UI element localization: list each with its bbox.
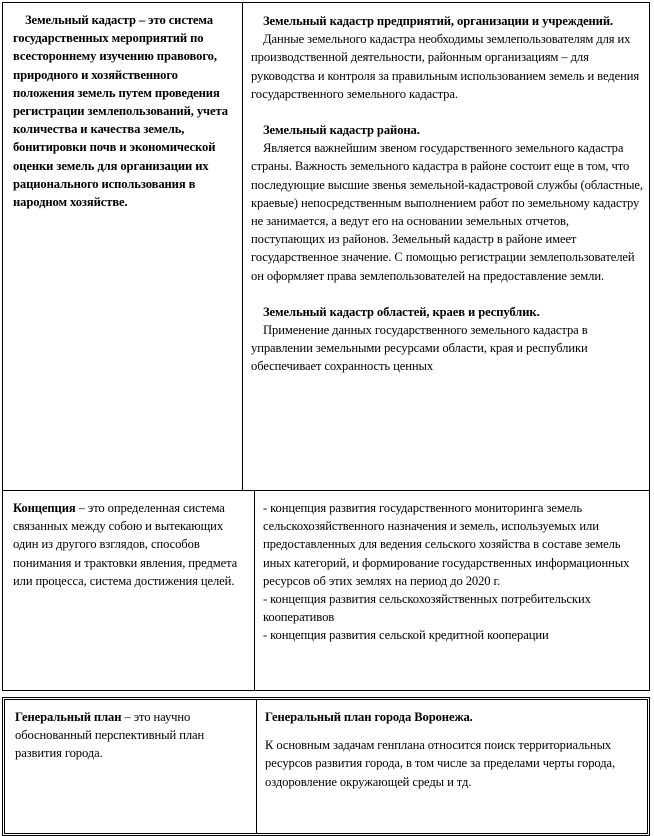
subheading-voronezh: Генеральный план города Воронежа. bbox=[265, 710, 473, 724]
definitions-table bbox=[2, 2, 650, 836]
paragraph-voronezh: К основным задачам генплана относится поиск территориальных ресурсов развития города, в том числе за пределами черты города, оздоровление окружающей среды и тд. bbox=[265, 738, 616, 789]
table-row-cadastre bbox=[2, 2, 650, 491]
definition-text bbox=[13, 499, 248, 590]
table-row-general-plan bbox=[2, 697, 650, 836]
table-row-concept bbox=[2, 491, 650, 691]
definition-body: – это научно обоснованный перспективный план развития города. bbox=[15, 710, 205, 761]
term-bold: Земельный кадастр bbox=[25, 13, 136, 27]
examples-cell-cadastre bbox=[243, 3, 649, 490]
list-item: - концепция развития сельскохозяйственных потребительских кооперативов bbox=[263, 592, 591, 625]
examples-cell-concept bbox=[255, 491, 649, 690]
subheading-district: Земельный кадастр района. bbox=[263, 123, 420, 138]
paragraph-enterprise: Данные земельного кадастра необходимы землепользователям для их производственной деятельности, районным организациям – для руководства и контроля за правильным использованием земель и ведения государственного земельного кадастра. bbox=[251, 32, 640, 101]
paragraph-regions: Применение данных государственного земельного кадастра в управлении земельными ресурсами области, края и республики обеспечивает сохранность ценных bbox=[251, 323, 588, 374]
term-bold: Концепция bbox=[13, 501, 76, 515]
definition-text bbox=[13, 11, 236, 211]
subheading-regions: Земельный кадастр областей, краев и республик. bbox=[263, 304, 540, 319]
paragraph-district: Является важнейшим звеном государственного земельного кадастра страны. Важность земельного кадастра в районе состоит еще в том, что последующие высшие звенья земельной-кадастровой службы (областные, краевые) непосредственным выполнением работ по земельному кадастру не занимается, а ведут его на основании земельных отчетов, поступающих из районов. Земельный кадастр в районе имеет государственное значение. С помощью регистрации землепользователей он оформляет права землепользователей на предоставление земли. bbox=[251, 141, 643, 283]
definition-body: – это определенная система связанных между собою и вытекающих один из другого взглядов, способов понимания и трактовки явления, предмета или процесса, система достижения целей. bbox=[13, 501, 238, 588]
list-item: - концепция развития государственного мониторинга земель сельскохозяйственного назначения и земель, используемых или предоставленных для ведения сельского хозяйства в составе земель иных категорий, и формирование государственных информационных ресурсов об этих землях на период до 2020 г. bbox=[263, 501, 630, 588]
subheading-enterprise: Земельный кадастр предприятий, организации и учреждений. bbox=[263, 14, 614, 28]
term-bold: Генеральный план bbox=[15, 710, 122, 724]
definition-text bbox=[15, 708, 250, 763]
definition-cell-concept bbox=[3, 491, 255, 690]
definition-cell-general-plan bbox=[5, 700, 257, 833]
examples-cell-general-plan bbox=[257, 700, 647, 833]
list-item: - концепция развития сельской кредитной кооперации bbox=[263, 628, 549, 643]
definition-cell-cadastre bbox=[3, 3, 243, 490]
definition-body: – это система государственных мероприятий по всестороннему изучению правового, природного и хозяйственного положения земель путем проведения регистрации землепользований, учета количества и качества земель, бонитировки почв и экономической оценки земель для организации их рационального использования в народном хозяйстве. bbox=[13, 13, 228, 210]
